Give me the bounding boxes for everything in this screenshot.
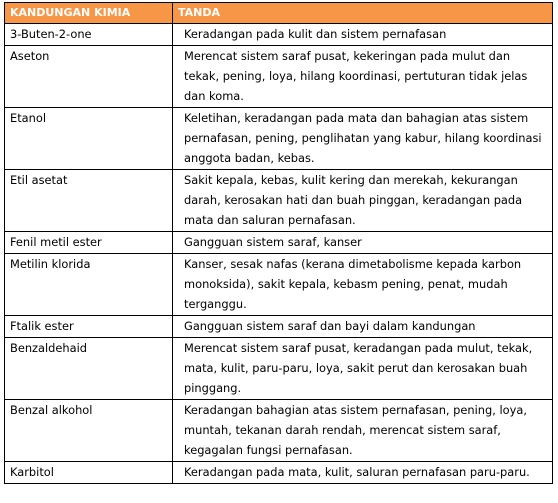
sign-cell: Gangguan sistem saraf dan bayi dalam kandungan [173, 316, 553, 338]
table-row [5, 316, 553, 338]
table-row [5, 254, 553, 316]
chemical-cell: Benzal alkohol [5, 400, 173, 462]
table-row [5, 170, 553, 232]
table-header-row [5, 3, 553, 24]
chemical-cell: Etanol [5, 108, 173, 170]
chemical-effects-table [4, 2, 553, 484]
table-row [5, 462, 553, 484]
sign-cell: Keradangan pada mata, kulit, saluran pernafasan paru-paru. [173, 462, 553, 484]
sign-cell: Keletihan, keradangan pada mata dan bahagian atas sistem pernafasan, pening, penglihatan yang kabur, hilang koordinasi anggota badan, kebas. [173, 108, 553, 170]
table-row [5, 232, 553, 254]
sign-cell: Merencat sistem saraf pusat, keradangan pada mulut, tekak, mata, kulit, paru-paru, loya, sakit perut dan kerosakan buah pinggang. [173, 338, 553, 400]
table-row [5, 400, 553, 462]
header-sign: TANDA [173, 3, 553, 24]
sign-cell: Merencat sistem saraf pusat, kekeringan pada mulut dan tekak, pening, loya, hilang koordinasi, pertuturan tidak jelas dan koma. [173, 46, 553, 108]
chemical-cell: Etil asetat [5, 170, 173, 232]
chemical-cell: Karbitol [5, 462, 173, 484]
chemical-cell: 3-Buten-2-one [5, 24, 173, 46]
sign-cell: Gangguan sistem saraf, kanser [173, 232, 553, 254]
chemical-cell: Fenil metil ester [5, 232, 173, 254]
table-row [5, 338, 553, 400]
chemical-effects-table-container [4, 2, 553, 484]
sign-cell: Keradangan bahagian atas sistem pernafasan, pening, loya, muntah, tekanan darah rendah, merencat sistem saraf, kegagalan fungsi pernafasan. [173, 400, 553, 462]
table-row [5, 46, 553, 108]
chemical-cell: Aseton [5, 46, 173, 108]
chemical-cell: Metilin klorida [5, 254, 173, 316]
sign-cell: Sakit kepala, kebas, kulit kering dan merekah, kekurangan darah, kerosakan hati dan buah pinggan, keradangan pada mata dan saluran pernafasan. [173, 170, 553, 232]
table-row [5, 24, 553, 46]
chemical-cell: Benzaldehaid [5, 338, 173, 400]
header-chemical: KANDUNGAN KIMIA [5, 3, 173, 24]
sign-cell: Keradangan pada kulit dan sistem pernafasan [173, 24, 553, 46]
table-row [5, 108, 553, 170]
chemical-cell: Ftalik ester [5, 316, 173, 338]
sign-cell: Kanser, sesak nafas (kerana dimetabolisme kepada karbon monoksida), sakit kepala, kebasm pening, penat, mudah terganggu. [173, 254, 553, 316]
